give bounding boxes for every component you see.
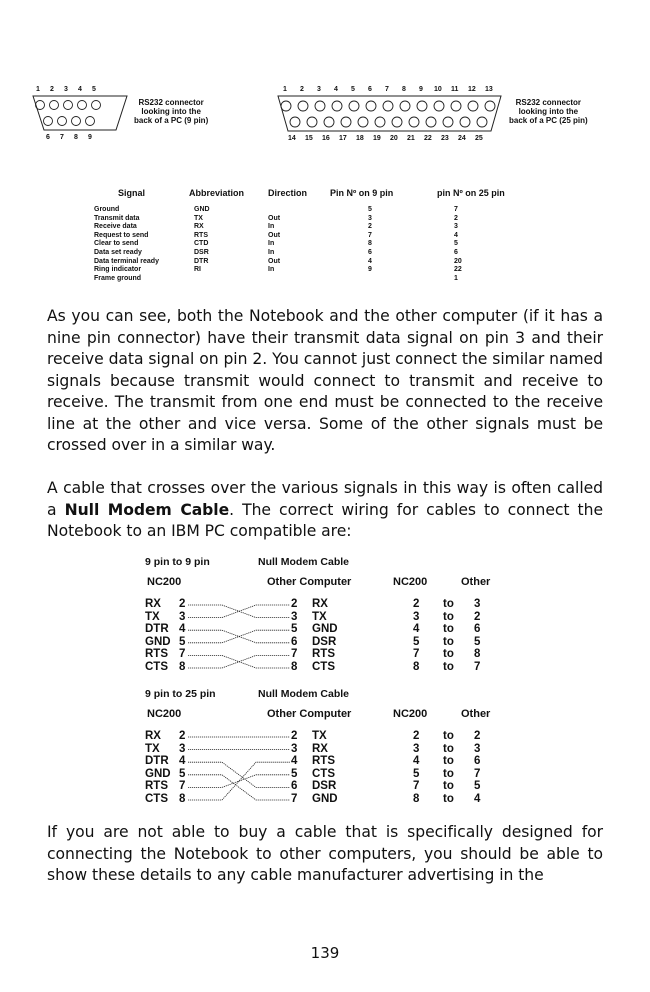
signal-table-cell: GND [194, 206, 210, 213]
cable-title-right: Null Modem Cable [258, 688, 350, 700]
signal-table-cell: 2 [454, 214, 458, 222]
map-nc200-pin: 4 [413, 755, 420, 768]
pin-number-left: 7 [179, 648, 186, 661]
col-header-nc200: NC200 [147, 576, 182, 588]
pin-number: 8 [402, 86, 406, 93]
pin-number: 10 [434, 86, 442, 93]
pin-number-left: 5 [179, 635, 186, 648]
signal-table-cell: 3 [368, 214, 372, 222]
pin-number-left: 5 [179, 767, 186, 780]
signal-name-right: RTS [312, 755, 335, 768]
signal-table-cell: 1 [454, 274, 458, 282]
map-other-pin: 5 [474, 780, 481, 793]
pin-number: 1 [36, 86, 40, 93]
signal-table-cell: In [268, 223, 275, 231]
map-to: to [443, 648, 454, 661]
signal-name-left: TX [145, 610, 160, 623]
map-other-pin: 4 [474, 793, 481, 805]
pin-number: 20 [390, 135, 398, 142]
signal-table-cell: CTD [194, 240, 209, 248]
signal-table-cell: 7 [454, 206, 458, 213]
page-number: 139 [310, 944, 340, 962]
signal-table-cell: Data terminal ready [94, 257, 159, 265]
signal-table-cell: Clear to send [94, 240, 139, 248]
col-header-nc200-map: NC200 [393, 576, 428, 588]
pin-number: 13 [485, 86, 493, 93]
signal-table-cell: In [268, 266, 275, 274]
signal-name-left: GND [145, 635, 171, 648]
null-modem-term: Null Modem Cable [64, 500, 230, 519]
map-other-pin: 2 [474, 610, 481, 623]
map-to: to [443, 755, 454, 768]
connector-9-label [134, 98, 208, 125]
pin-number: 3 [64, 86, 68, 93]
label-line: RS232 connector [515, 98, 582, 107]
pin-number: 6 [46, 134, 50, 141]
signal-table-cell: Request to send [94, 231, 149, 239]
pin-number: 12 [468, 86, 476, 93]
signal-table-cell: Out [268, 214, 281, 222]
pin-number: 4 [334, 86, 338, 93]
map-to: to [443, 742, 454, 755]
pin-number: 5 [92, 86, 96, 93]
connector-9-pin-diagram [30, 86, 230, 146]
signal-table-cell: Ring indicator [94, 266, 142, 274]
signal-table-cell: 8 [368, 240, 372, 248]
col-header-other-computer: Other Computer [267, 708, 352, 720]
pin-number: 3 [317, 86, 321, 93]
wire-line [188, 630, 290, 643]
map-to: to [443, 661, 454, 673]
map-to: to [443, 730, 454, 742]
map-to: to [443, 793, 454, 805]
map-nc200-pin: 7 [413, 780, 420, 793]
pin-number-right: 7 [291, 793, 298, 805]
pin-number-right: 7 [291, 648, 298, 661]
wire-line [188, 655, 290, 668]
map-nc200-pin: 3 [413, 742, 420, 755]
cable-title-right: Null Modem Cable [258, 556, 350, 568]
map-nc200-pin: 7 [413, 648, 420, 661]
signal-name-right: CTS [312, 767, 335, 780]
map-to: to [443, 780, 454, 793]
signal-table-cell: 3 [454, 223, 458, 231]
col-header-abbreviation: Abbreviation [189, 188, 245, 198]
signal-table-cell: 5 [368, 206, 372, 213]
signal-name-left: RX [145, 598, 161, 610]
signal-name-right: CTS [312, 661, 335, 673]
pin-number-left: 3 [179, 610, 186, 623]
signal-table-cell: DTR [194, 257, 209, 265]
pin-number-right: 4 [291, 755, 298, 768]
signal-table-cell: Out [268, 257, 281, 265]
cable-title-left: 9 pin to 9 pin [145, 556, 210, 568]
map-nc200-pin: 3 [413, 610, 420, 623]
map-nc200-pin: 8 [413, 661, 420, 673]
pin-number: 6 [368, 86, 372, 93]
signal-name-left: DTR [145, 755, 169, 768]
signal-name-right: TX [312, 610, 327, 623]
map-other-pin: 7 [474, 767, 481, 780]
map-to: to [443, 598, 454, 610]
signal-table-cell: RTS [194, 231, 208, 239]
label-line: RS232 connector [138, 98, 204, 107]
pin-number-right: 3 [291, 742, 298, 755]
pin-number-right: 5 [291, 767, 298, 780]
pin-number: 17 [339, 135, 347, 142]
pin-number-right: 6 [291, 635, 298, 648]
map-to: to [443, 767, 454, 780]
signal-table-cell: 22 [454, 266, 462, 274]
map-to: to [443, 610, 454, 623]
pin-number: 11 [451, 86, 459, 93]
signal-table-cell: 7 [368, 231, 372, 239]
map-other-pin: 3 [474, 742, 481, 755]
connector-25-pin-diagram [276, 86, 616, 146]
signal-name-right: RX [312, 742, 328, 755]
signal-name-left: TX [145, 742, 160, 755]
signal-name-right: TX [312, 730, 327, 742]
pin-number: 2 [300, 86, 304, 93]
signal-table-cell: 4 [368, 257, 372, 265]
signal-table-cell: In [268, 240, 275, 248]
signal-table-cell: Receive data [94, 223, 137, 231]
signal-table-cell: RI [194, 266, 201, 274]
signal-name-right: GND [312, 793, 338, 805]
col-header-signal: Signal [118, 188, 146, 198]
map-nc200-pin: 8 [413, 793, 420, 805]
pin-number: 8 [74, 134, 78, 141]
paragraph-null-modem [47, 478, 603, 543]
map-other-pin: 2 [474, 730, 481, 742]
wire-line [188, 775, 290, 788]
pin-number: 23 [441, 135, 449, 142]
label-line: looking into the [141, 107, 201, 116]
signal-name-right: DSR [312, 635, 337, 648]
map-to: to [443, 635, 454, 648]
pin-number-right: 8 [291, 661, 298, 673]
pin-number-left: 2 [179, 730, 186, 742]
pin-number-left: 8 [179, 793, 186, 805]
pin-number: 15 [305, 135, 313, 142]
pin-number: 21 [407, 135, 415, 142]
signal-table-cell: Data set ready [94, 249, 142, 256]
pin-number-left: 2 [179, 598, 186, 610]
label-line: back of a PC (9 pin) [134, 116, 209, 125]
signal-table-cell: Out [268, 231, 281, 239]
map-nc200-pin: 2 [413, 730, 420, 742]
map-nc200-pin: 5 [413, 767, 420, 780]
wiring-table-9-to-25 [145, 688, 505, 818]
pin-number: 2 [50, 86, 54, 93]
pin-number: 24 [458, 135, 466, 142]
pin-number: 22 [424, 135, 432, 142]
label-line: looking into the [518, 107, 579, 116]
map-nc200-pin: 2 [413, 598, 420, 610]
signal-name-right: GND [312, 623, 338, 636]
pin-number-left: 3 [179, 742, 186, 755]
connector-25-shell [276, 94, 506, 134]
pin-number: 7 [60, 134, 64, 141]
paragraph-crossover: As you can see, both the Notebook and the other computer (if it has a nine pin connector) have their transmit data signal on pin 3 and their receive data signal on pin 2. You cannot just connect the similar named signals because transmit would connect to transmit and receive to receive. The transmit from one end must be connected to the receive line at the other and vice versa. Some of the other signals must be crossed over in a similar way. [47, 307, 603, 454]
pin-number-right: 2 [291, 598, 298, 610]
pin-number-right: 6 [291, 780, 298, 793]
signal-table-cell: 6 [368, 249, 372, 256]
pin-number: 18 [356, 135, 364, 142]
signal-table-cell: RX [194, 223, 204, 231]
text-run: . The correct wiring for cables to connect the Notebook to an IBM PC compatible are: [47, 500, 603, 540]
pin-number: 1 [283, 86, 287, 93]
pin-number-right: 3 [291, 610, 298, 623]
signal-name-right: RX [312, 598, 328, 610]
map-nc200-pin: 4 [413, 623, 420, 636]
col-header-other-computer: Other Computer [267, 576, 352, 588]
pin-number: 9 [88, 134, 92, 141]
signal-name-left: GND [145, 767, 171, 780]
signal-table-cell: 5 [454, 240, 458, 248]
map-nc200-pin: 5 [413, 635, 420, 648]
signal-table-cell: Ground [94, 206, 120, 213]
pin-number: 19 [373, 135, 381, 142]
wiring-table-9-to-9 [145, 556, 505, 686]
pin-number-left: 7 [179, 780, 186, 793]
signal-name-right: RTS [312, 648, 335, 661]
pin-number: 14 [288, 135, 296, 142]
signal-table-cell: 20 [454, 257, 462, 265]
signal-name-left: DTR [145, 623, 169, 636]
pin-number: 7 [385, 86, 389, 93]
col-header-other-map: Other [461, 576, 491, 588]
col-header-pin-25: pin Nº on 25 pin [437, 188, 505, 198]
pin-number: 4 [78, 86, 82, 93]
pin-number-left: 4 [179, 755, 186, 768]
cable-title-left: 9 pin to 25 pin [145, 688, 216, 700]
map-other-pin: 6 [474, 623, 481, 636]
signal-table-cell: In [268, 249, 275, 256]
pin-number-right: 2 [291, 730, 298, 742]
map-other-pin: 3 [474, 598, 481, 610]
wire-line [188, 605, 290, 618]
signal-table-cell: 4 [454, 231, 458, 239]
pin-number: 5 [351, 86, 355, 93]
connector-9-shell [30, 94, 130, 134]
map-other-pin: 5 [474, 635, 481, 648]
col-header-nc200-map: NC200 [393, 708, 428, 720]
col-header-pin-9: Pin Nº on 9 pin [330, 188, 394, 198]
pin-number-left: 4 [179, 623, 186, 636]
map-other-pin: 6 [474, 755, 481, 768]
col-header-other-map: Other [461, 708, 491, 720]
connector-25-label [509, 98, 588, 125]
map-other-pin: 8 [474, 648, 481, 661]
signal-table-cell: 2 [368, 223, 372, 231]
text-run: A cable that crosses over the various signals in this way is often called a [47, 479, 603, 519]
signal-name-left: RX [145, 730, 161, 742]
signal-name-left: CTS [145, 661, 168, 673]
label-line: back of a PC (25 pin) [509, 116, 588, 125]
signal-table-cell: Frame ground [94, 274, 142, 282]
map-to: to [443, 623, 454, 636]
col-header-direction: Direction [268, 188, 308, 198]
pin-number: 16 [322, 135, 330, 142]
signal-table-cell: 9 [368, 266, 372, 274]
map-other-pin: 7 [474, 661, 481, 673]
signal-table-cell: DSR [194, 249, 209, 256]
signal-name-left: RTS [145, 780, 168, 793]
pin-number-left: 8 [179, 661, 186, 673]
signal-name-left: CTS [145, 793, 168, 805]
pin-number-right: 5 [291, 623, 298, 636]
pin-number: 9 [419, 86, 423, 93]
signal-table-cell: Transmit data [94, 214, 140, 222]
pin-number: 25 [475, 135, 483, 142]
signal-table-cell: TX [194, 214, 203, 222]
signal-table-cell: 6 [454, 249, 458, 256]
signal-name-left: RTS [145, 648, 168, 661]
col-header-nc200: NC200 [147, 708, 182, 720]
paragraph-cable-manufacturer: If you are not able to buy a cable that is specifically designed for connecting the Notebook to other computers, you should be able to show these details to any cable manufacturer advertising in the [47, 823, 603, 884]
signal-name-right: DSR [312, 780, 337, 793]
